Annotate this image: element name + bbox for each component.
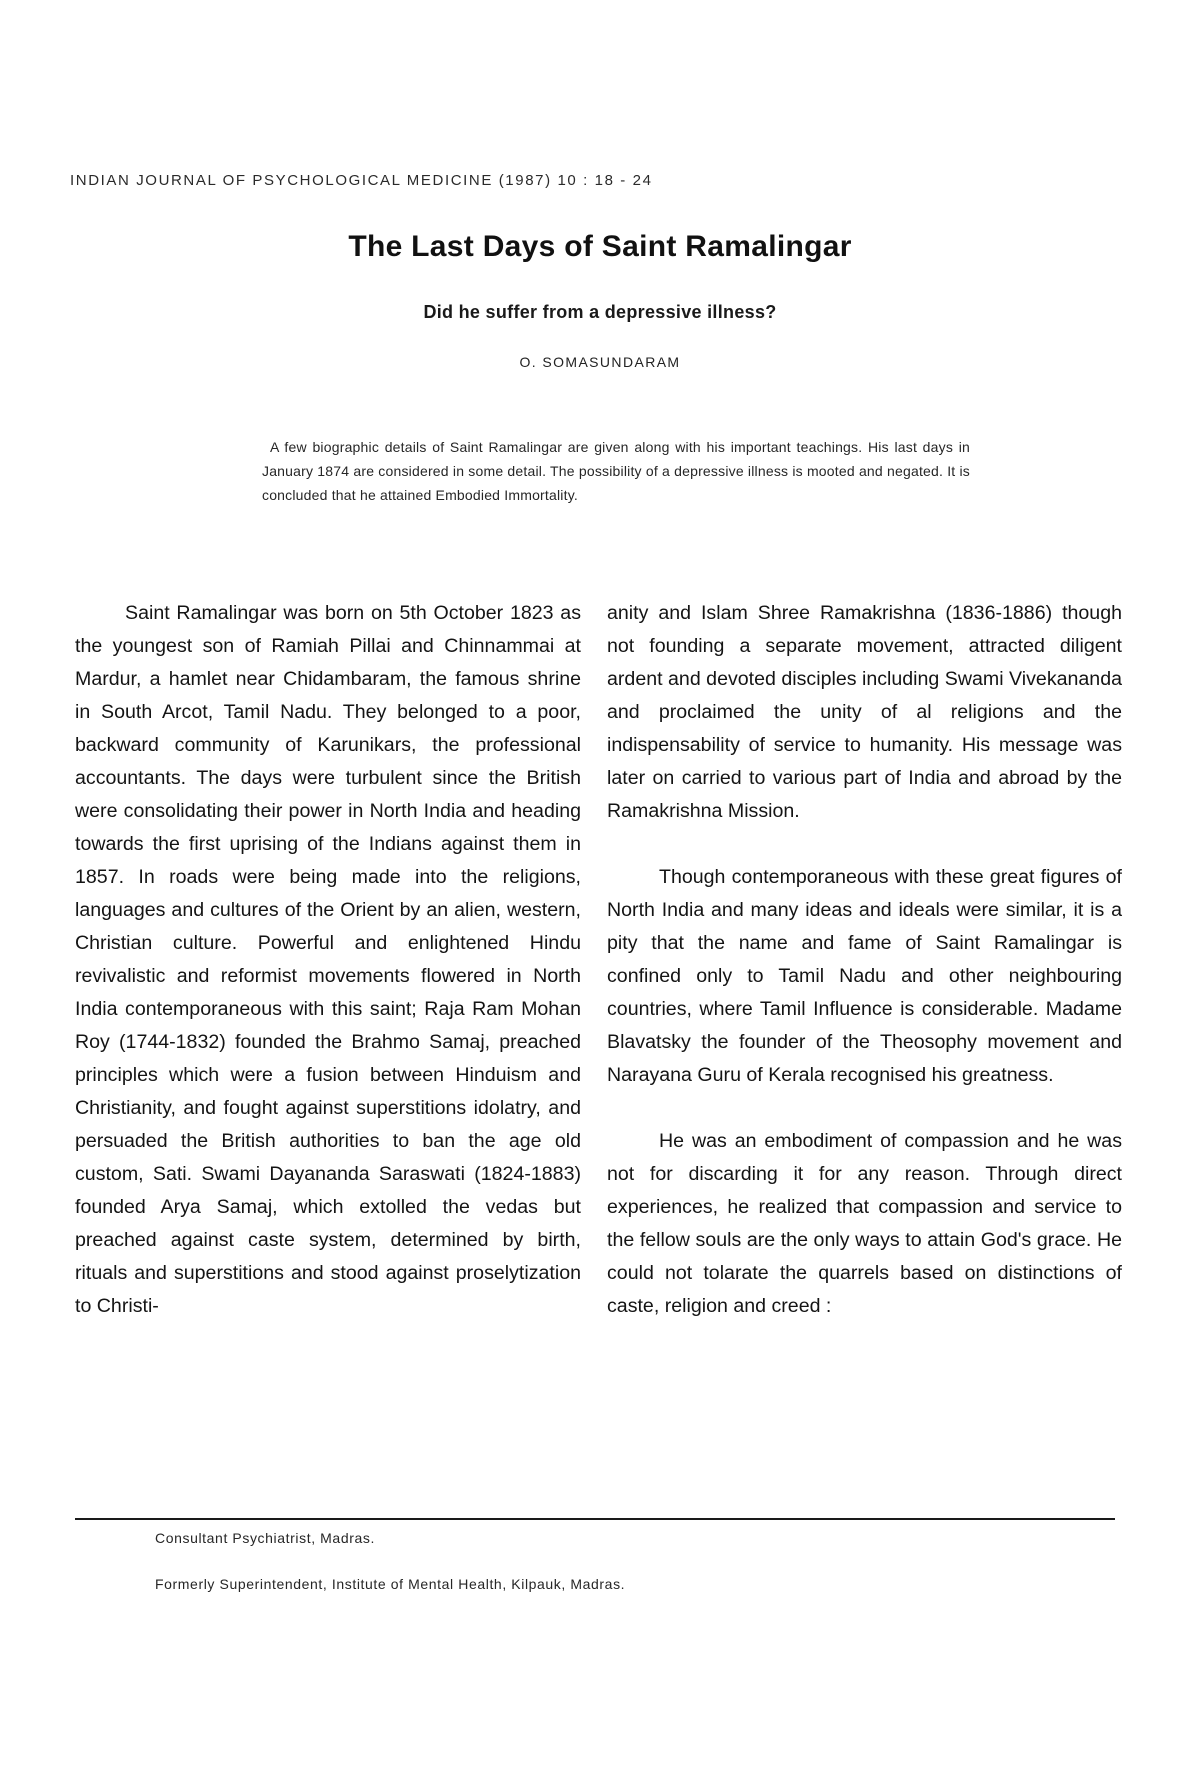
body-column-left	[75, 597, 581, 1323]
article-author: O. SOMASUNDARAM	[519, 354, 681, 370]
body-paragraph: Saint Ramalingar was born on 5th October 1823 as the youngest son of Ramiah Pillai and Chinnammai at Mardur, a hamlet near Chidambaram, the famous shrine in South Arcot, Tamil Nadu. They belonged to a poor, backward community of Karunikars, the professional accountants. The days were turbulent since the British were consolidating their power in North India and heading towards the first uprising of the Indians against them in 1857. In roads were being made into the religions, languages and cultures of the Orient by an alien, western, Christian culture. Powerful and enlightened Hindu revivalistic and reformist movements flowered in North India contemporaneous with this saint; Raja Ram Mohan Roy (1744-1832) founded the Brahmo Samaj, preached principles which were a fusion between Hinduism and Christianity, and fought against superstitions idolatry, and persuaded the British authorities to ban the age old custom, Sati. Swami Dayananda Saraswati (1824-1883) founded Arya Samaj, which extolled the vedas but preached against caste system, determined by birth, rituals and superstitions and stood against proselytization to Christi-	[75, 602, 581, 1317]
article-title: The Last Days of Saint Ramalingar	[348, 230, 852, 263]
footnote-affiliation: Formerly Superintendent, Institute of Mental Health, Kilpauk, Madras.	[155, 1576, 626, 1592]
abstract: A few biographic details of Saint Ramalingar are given along with his important teachings. His last days in January 1874 are considered in some detail. The possibility of a depressive illness is mooted and negated. It is concluded that he attained Embodied Immortality.	[262, 439, 970, 503]
footnote-affiliation: Consultant Psychiatrist, Madras.	[155, 1530, 375, 1546]
footnote-divider	[75, 1518, 1115, 1520]
body-column-right	[607, 597, 1122, 1323]
body-paragraph: Though contemporaneous with these great figures of North India and many ideas and ideals were similar, it is a pity that the name and fame of Saint Ramalingar is confined only to Tamil Nadu and other neighbouring countries, where Tamil Influence is considerable. Madame Blavatsky the founder of the Theosophy movement and Narayana Guru of Kerala recognised his greatness.	[607, 866, 1122, 1086]
body-paragraph-continued: anity and Islam Shree Ramakrishna (1836-1886) though not founding a separate movement, attracted diligent ardent and devoted disciples including Swami Vivekananda and proclaimed the unity of al religions and the indispensability of service to humanity. His message was later on carried to various part of India and abroad by the Ramakrishna Mission.	[607, 602, 1122, 822]
article-subtitle: Did he suffer from a depressive illness?	[423, 302, 777, 322]
journal-citation-header: INDIAN JOURNAL OF PSYCHOLOGICAL MEDICINE (1987) 10 : 18 - 24	[70, 172, 653, 189]
body-paragraph: He was an embodiment of compassion and he was not for discarding it for any reason. Through direct experiences, he realized that compassion and service to the fellow souls are the only ways to attain God's grace. He could not tolarate the quarrels based on distinctions of caste, religion and creed :	[607, 1130, 1122, 1317]
